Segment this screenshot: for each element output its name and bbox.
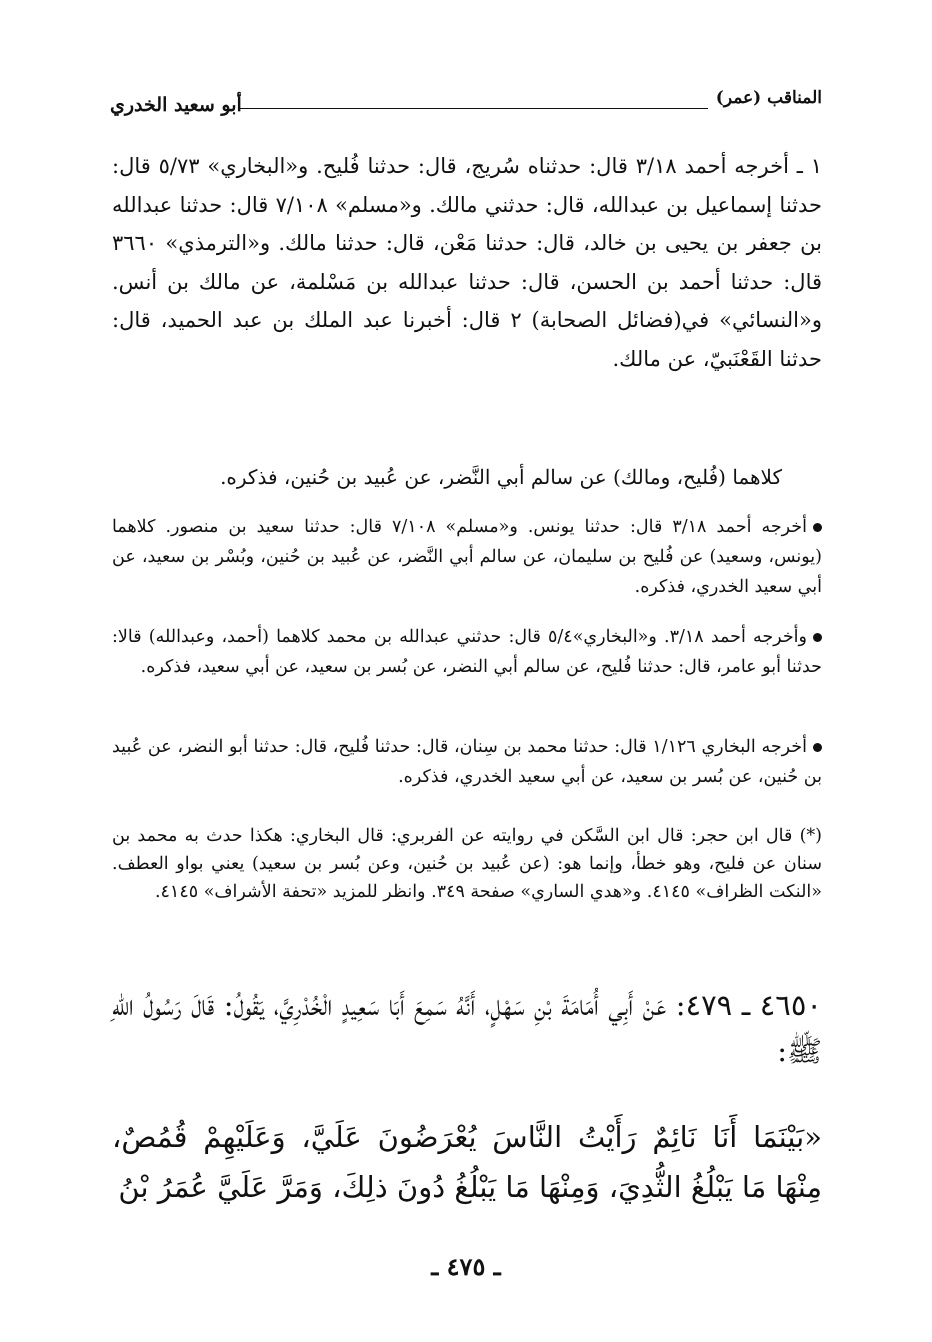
bullet-icon <box>813 633 822 642</box>
sub-note-2 <box>112 622 822 682</box>
page-number: ـ ٤٧٥ ـ <box>431 1252 501 1281</box>
companion-name: أبو سعيد الخدري <box>110 94 242 116</box>
footnote-main <box>112 147 822 378</box>
hadith-body-text: «بَيْنَمَا أَنَا نَائِمٌ رَأَيْتُ النَّاسَ يُعْرَضُونَ عَلَيَّ، وَعَلَيْهِمْ قُمُصٌ، مِنْهَا مَا يَبْلُغُ الثُّدِيَ، وَمِنْهَا مَا يَبْلُغُ دُونَ ذلِكَ، وَمَرَّ عَلَيَّ عُمَرُ بْنُ <box>112 1120 822 1204</box>
chain-summary <box>112 462 822 492</box>
bullet-icon <box>813 523 822 532</box>
sub-note-text: وأخرجه أحمد ٣/١٨. و«البخاري»٥/٤ قال: حدثني عبدالله بن محمد كلاهما (أحمد، وعبدالله) قالا: حدثنا أبو عامر، قال: حدثنا فُليح، عن سالم أبي النضر، عن بُسر بن سعيد، عن أبي سعيد، فذكره. <box>112 627 822 677</box>
sub-note-1 <box>112 512 822 602</box>
ibn-hajar-note <box>112 822 822 906</box>
sub-note-3 <box>112 732 822 792</box>
sub-note-text: أخرجه أحمد ٣/١٨ قال: حدثنا يونس. و«مسلم» ٧/١٠٨ قال: حدثنا سعيد بن منصور. كلاهما (يونس، وسعيد) عن فُليح بن سليمان، عن سالم أبي النَّضر، عن عُبيد بن حُنين، وبُسْر بن سعيد، عن أبي سعيد الخدري، فذكره. <box>112 517 822 597</box>
hadith-body <box>112 1112 822 1212</box>
running-header <box>110 88 822 128</box>
hadith-header <box>112 982 822 1074</box>
bullet-icon <box>813 743 822 752</box>
sub-note-text: أخرجه البخاري ١/١٢٦ قال: حدثنا محمد بن سِنان، قال: حدثنا فُليح، قال: حدثنا أبو النضر، عن عُبيد بن حُنين، عن بُسر بن سعيد، عن أبي سعيد الخدري، فذكره. <box>112 737 822 787</box>
footnote-main-text: ١ ـ أخرجه أحمد ٣/١٨ قال: حدثناه سُريج، قال: حدثنا فُليح. و«البخاري» ٥/٧٣ قال: حدثنا إسماعيل بن عبدالله، قال: حدثني مالك. و«مسلم» ٧/١٠٨ قال: حدثنا عبدالله بن جعفر بن يحيى بن خالد، قال: حدثنا مَعْن، قال: حدثنا مالك. و«الترمذي» ٣٦٦٠ قال: حدثنا أحمد بن الحسن، قال: حدثنا عبدالله بن مَسْلمة، عن مالك بن أنس. و«النسائي» في(فضائل الصحابة) ٢ قال: أخبرنا عبد الملك بن عبد الحميد، قال: حدثنا القَعْنَبيّ، عن مالك. <box>112 154 823 371</box>
ibn-hajar-note-text: (*) قال ابن حجر: قال ابن السَّكن في روايته عن الفربري: قال البخاري: هكذا حدث به محمد بن سنان عن فليح، وهو خطأ، وإنما هو: (عن عُبيد بن حُنين، وعن بُسر بن سعيد) يعني بواو العطف. «النكت الظراف» ٤١٤٥. و«هدي الساري» صفحة ٣٤٩. وانظر للمزيد «تحفة الأشراف» ٤١٤٥. <box>112 826 822 902</box>
chain-summary-text: كلاهما (فُليح، ومالك) عن سالم أبي النَّضر، عن عُبيد بن حُنين، فذكره. <box>220 465 782 489</box>
hadith-header-text: ٤٦٥٠ ـ ٤٧٩: عَنْ أَبِي أُمَامَةَ بْنِ سَهْلٍ، أَنَّهُ سَمِعَ أَبَا سَعِيدٍ الْخُدْرِيَّ، يَقُولُ: قَالَ رَسُولُ اللهِ ﷺ: <box>112 988 822 1068</box>
header-rule <box>238 108 708 109</box>
section-title: المناقب (عمر) <box>715 88 822 108</box>
